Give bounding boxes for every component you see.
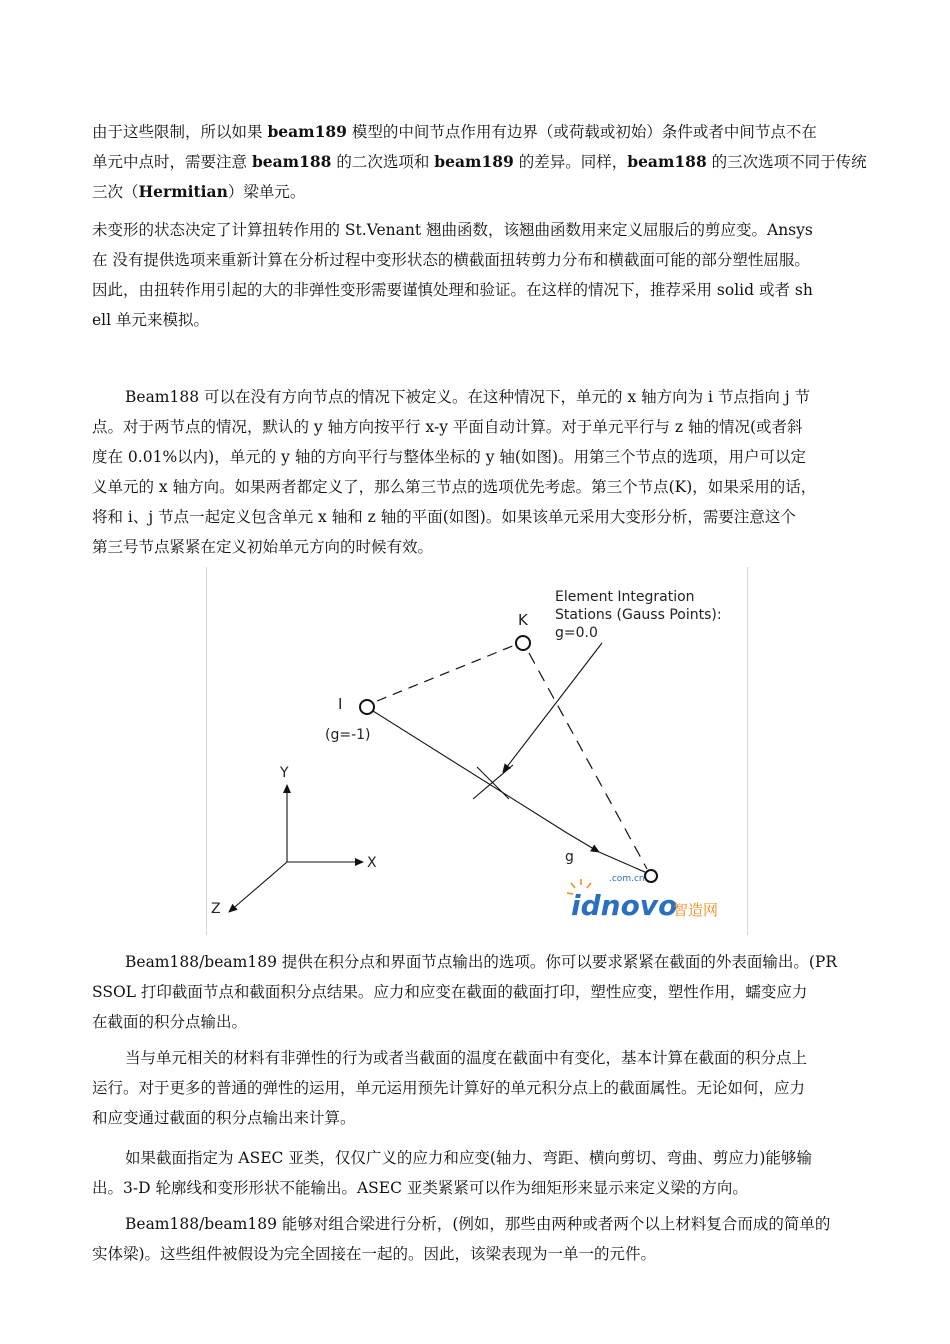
ik-dashed-line	[377, 645, 515, 701]
text-line: Beam188/beam189 能够对组合梁进行分析，(例如，那些由两种或者两个以上材料复合而成的简单的	[125, 1215, 831, 1233]
text-line: 将和 i、j 节点一起定义包含单元 x 轴和 z 轴的平面(如图)。如果该单元采用大变形分析，需要注意这个	[92, 508, 796, 526]
text-line: 未变形的状态决定了计算扭转作用的 St.Venant 翘曲函数，该翘曲函数用来定义屈服后的剪应变。Ansys	[92, 221, 813, 239]
axis-x-label: X	[367, 855, 377, 871]
caption-line-3: g=0.0	[555, 625, 598, 641]
text-line: 当与单元相关的材料有非弹性的行为或者当截面的温度在截面中有变化，基本计算在截面的积分点上	[125, 1049, 808, 1067]
pointer-arrow	[503, 643, 602, 772]
gauss-point-mark-2	[473, 765, 513, 799]
text-line: 在截面的积分点输出。	[92, 1013, 248, 1031]
text-line: Beam188/beam189 提供在积分点和界面节点输出的选项。你可以要求紧紧在截面的外表面输出。(PR	[125, 953, 838, 971]
text-line: Beam188 可以在没有方向节点的情况下被定义。在这种情况下，单元的 x 轴方向为 i 节点指向 j 节	[125, 388, 811, 406]
axis-z-label: Z	[211, 901, 221, 917]
beam-geometry-diagram	[207, 567, 747, 935]
text-line: 度在 0.01%以内)，单元的 y 轴的方向平行与整体坐标的 y 轴(如图)。用第三个节点的选项，用户可以定	[92, 448, 807, 466]
text-line: 在 没有提供选项来重新计算在分析过程中变形状态的横截面扭转剪力分布和横截面可能的部分塑性屈服。	[92, 251, 810, 269]
node-j	[645, 870, 657, 882]
paragraph-asec	[92, 1143, 864, 1203]
caption-line-2: Stations (Gauss Points):	[555, 607, 722, 623]
watermark-logo	[567, 874, 718, 922]
text-line: SSOL 打印截面节点和截面积分点结果。应力和应变在截面的截面打印，塑性应变，塑性作用，蠕变应力	[92, 983, 808, 1001]
watermark-domain: .com.cn	[609, 874, 645, 884]
text-line: 单元中点时，需要注意 beam188 的二次选项和 beam189 的差异。同样，beam188 的三次选项不同于传统	[92, 152, 867, 171]
watermark-cn: 智造网	[673, 901, 719, 919]
kj-dashed-line	[529, 653, 647, 869]
text-line: ell 单元来模拟。	[92, 311, 210, 329]
paragraph-limits	[92, 117, 867, 207]
text-line: 如果截面指定为 ASEC 亚类，仅仅广义的应力和应变(轴力、弯距、横向剪切、弯曲、剪应力)能够输	[125, 1149, 812, 1167]
ij-element-line	[373, 711, 567, 833]
text-line: 和应变通过截面的积分点输出来计算。	[92, 1109, 356, 1127]
caption-line-1: Element Integration	[555, 589, 695, 605]
paragraph-composite	[92, 1209, 864, 1269]
node-i-label: I	[338, 695, 343, 713]
text-line: 运行。对于更多的普通的弹性的运用，单元运用预先计算好的单元积分点上的截面属性。无论如何，应力	[92, 1079, 806, 1097]
z-axis-line	[229, 862, 287, 912]
text-line: 义单元的 x 轴方向。如果两者都定义了，那么第三节点的选项优先考虑。第三个节点(K)，如果采用的话，	[92, 478, 817, 496]
text-line: 因此，由扭转作用引起的大的非弹性变形需要谨慎处理和验证。在这样的情况下，推荐采用 solid 或者 sh	[92, 281, 813, 299]
node-i	[360, 700, 374, 714]
watermark-brand: idnovo	[571, 889, 678, 922]
text-line: 实体梁)。这些组件被假设为完全固接在一起的。因此，该梁表现为一单一的元件。	[92, 1245, 657, 1263]
text-line: 三次（Hermitian）梁单元。	[92, 182, 306, 201]
paragraph-warping	[92, 215, 864, 335]
text-line: 点。对于两节点的情况，默认的 y 轴方向按平行 x-y 平面自动计算。对于单元平行与 z 轴的情况(或者斜	[92, 418, 803, 436]
g-label: g	[565, 849, 574, 865]
text-line: 出。3-D 轮廓线和变形形状不能输出。ASEC 亚类紧紧可以作为细矩形来显示来定义梁的方向。	[92, 1179, 748, 1197]
node-k	[516, 636, 530, 650]
text-line: 第三号节点紧紧在定义初始单元方向的时候有效。	[92, 538, 434, 556]
node-i-coord: (g=-1)	[325, 727, 371, 743]
axis-y-label: Y	[280, 765, 289, 781]
paragraph-orientation	[92, 382, 864, 562]
paragraph-output-options	[92, 947, 864, 1037]
paragraph-inelastic	[92, 1043, 864, 1133]
beam-geometry-figure	[206, 567, 748, 935]
text-line: 由于这些限制，所以如果 beam189 模型的中间节点作用有边界（或荷载或初始）条件或者中间节点不在	[92, 122, 817, 141]
node-k-label: K	[518, 611, 528, 629]
